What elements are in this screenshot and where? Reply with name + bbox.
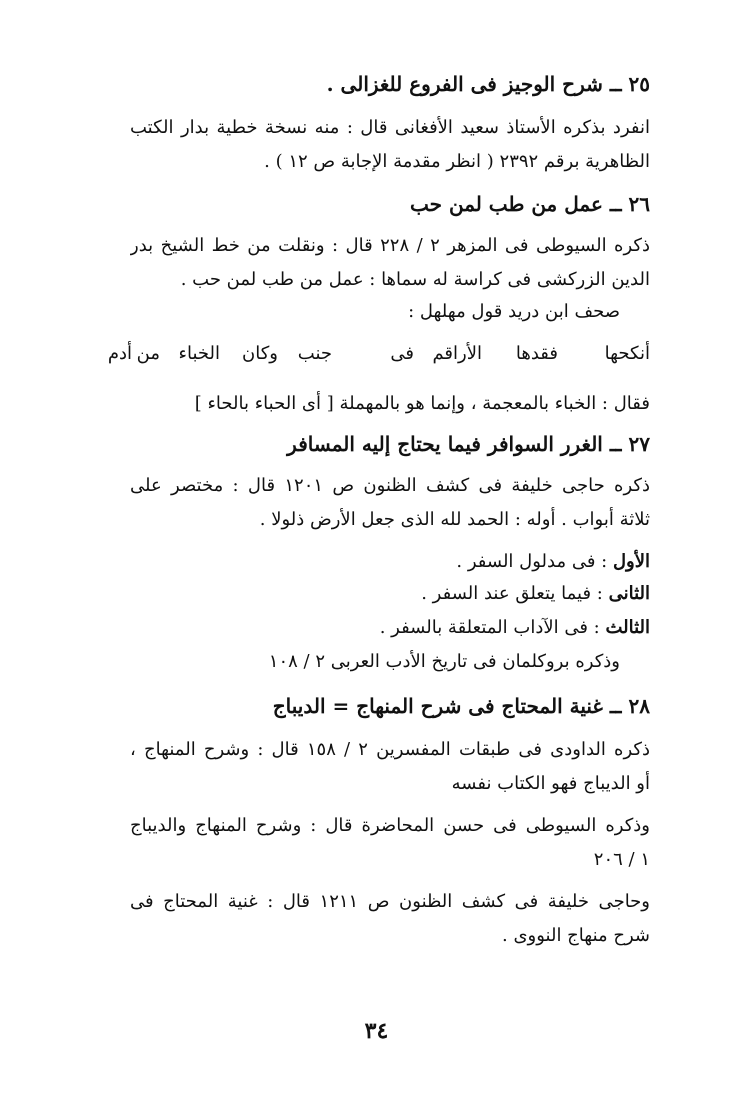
- chapter-3: [100, 614, 650, 642]
- chapter-2-text: : فيما يتعلق عند السفر .: [421, 583, 609, 604]
- entry-27-line-1: ذكره حاجى خليفة فى كشف الظنون ص ١٢٠١ قال : مختصر على: [130, 475, 650, 496]
- entry-28-line-1: ذكره الداودى فى طبقات المفسرين ٢ / ١٥٨ قال : وشرح المنهاج ،: [130, 739, 650, 760]
- verse-line: [100, 340, 650, 370]
- verse-word: وكان: [242, 343, 278, 364]
- entry-28-line-6: شرح منهاج النووى .: [502, 925, 650, 946]
- entry-25-line-2: الظاهرية برقم ٢٣٩٢ ( انظر مقدمة الإجابة ص ١٢ ) .: [264, 151, 650, 172]
- chapter-2-label: الثانى: [608, 583, 650, 604]
- chapter-1: [100, 548, 650, 576]
- verse-word: الأراقم: [432, 343, 482, 364]
- verse-word: أدم: [107, 343, 132, 364]
- entry-27-line-2: ثلاثة أبواب . أوله : الحمد لله الذى جعل الأرض ذلولا .: [259, 509, 650, 530]
- entry-26-line-3: صحف ابن دريد قول مهلهل :: [408, 301, 620, 322]
- entry-28-line-2: أو الديباج فهو الكتاب نفسه: [451, 773, 650, 794]
- entry-28-line-5: وحاجى خليفة فى كشف الظنون ص ١٢١١ قال : غنية المحتاج فى: [130, 891, 650, 912]
- entry-26-line-1: ذكره السيوطى فى المزهر ٢ / ٢٢٨ قال : ونقلت من خط الشيخ بدر: [130, 235, 650, 256]
- entry-25-heading: ٢٥ ــ شرح الوجيز فى الفروع للغزالى .: [326, 72, 650, 96]
- chapter-1-label: الأول: [612, 551, 650, 572]
- entry-26-heading: ٢٦ ــ عمل من طب لمن حب: [410, 192, 650, 216]
- verse-word: فى: [390, 343, 414, 364]
- entry-26-after: فقال : الخباء بالمعجمة ، وإنما هو بالمهملة [ أى الحباء بالحاء ]: [194, 393, 650, 414]
- entry-27-heading: ٢٧ ــ الغرر السوافر فيما يحتاج إليه المسافر: [287, 432, 650, 456]
- verse-word: الخباء: [178, 343, 220, 364]
- chapter-3-text: : فى الآداب المتعلقة بالسفر .: [379, 617, 606, 638]
- page-number: ٣٤: [364, 1018, 389, 1044]
- chapter-1-text: : فى مدلول السفر .: [456, 551, 613, 572]
- verse-word: من: [136, 343, 160, 364]
- entry-25-line-1: انفرد بذكره الأستاذ سعيد الأفغانى قال : منه نسخة خطية بدار الكتب: [130, 117, 650, 138]
- verse-word: جنب: [297, 343, 332, 364]
- entry-28-line-4: ١ / ٢٠٦: [593, 849, 650, 870]
- chapter-3-label: الثالث: [605, 617, 650, 638]
- verse-word: أنكحها: [604, 343, 650, 364]
- entry-28-heading: ٢٨ ــ غنية المحتاج فى شرح المنهاج = الديباج: [272, 694, 650, 718]
- entry-26-line-2: الدين الزركشى فى كراسة له سماها : عمل من طب لمن حب .: [180, 269, 650, 290]
- chapter-2: [100, 580, 650, 608]
- entry-28-line-3: وذكره السيوطى فى حسن المحاضرة قال : وشرح المنهاج والديباج: [130, 815, 650, 836]
- verse-word: فقدها: [515, 343, 558, 364]
- entry-27-after: وذكره بروكلمان فى تاريخ الأدب العربى ٢ / ١٠٨: [268, 651, 620, 672]
